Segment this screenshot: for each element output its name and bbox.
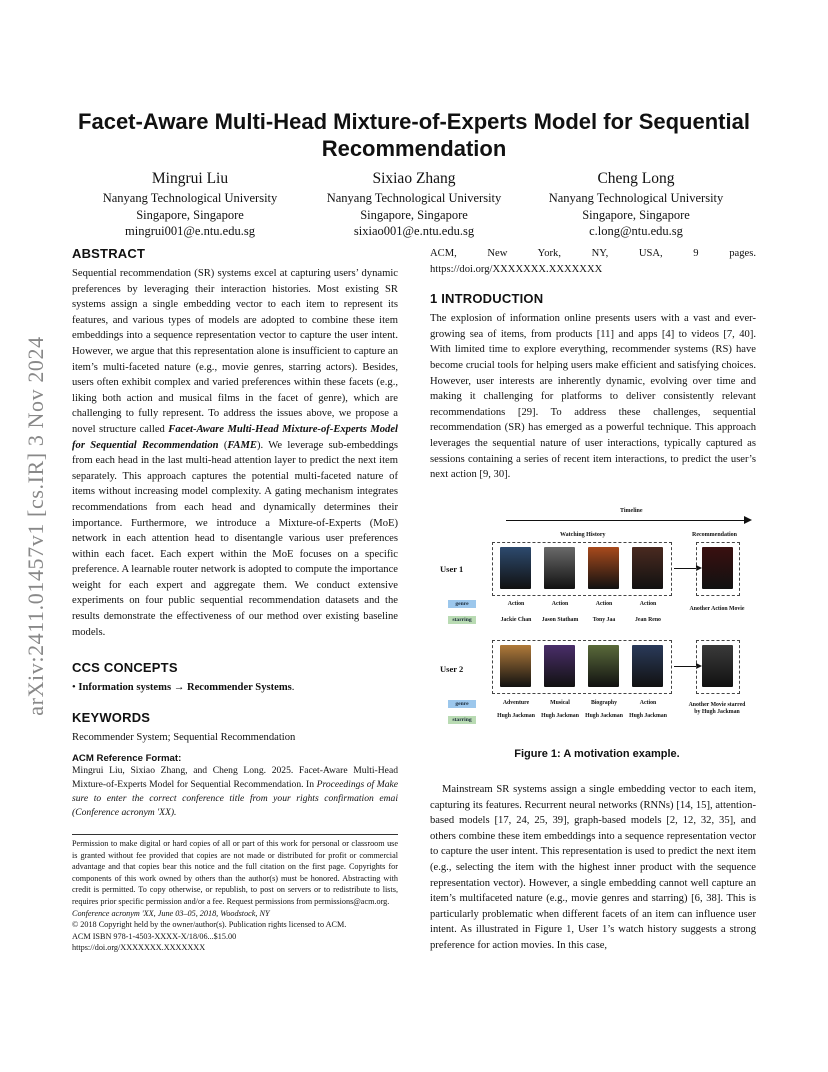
recommendation-label: Recommendation	[692, 532, 737, 538]
author-location: Singapore, Singapore	[582, 207, 690, 222]
keywords-heading: KEYWORDS	[72, 709, 151, 725]
ccs-period: .	[291, 682, 295, 693]
timeline-arrowhead	[744, 516, 752, 524]
user-2-star-2: Hugh Jackman	[541, 713, 579, 719]
right-column	[430, 246, 756, 483]
author-name: Mingrui Liu	[151, 170, 229, 187]
user-2-poster-4	[632, 645, 663, 687]
user-1-rec-poster	[702, 547, 733, 589]
paper-title: Facet-Aware Multi-Head Mixture-of-Experts Model for Sequential Recommendation	[78, 109, 750, 161]
arxiv-identifier-text: arXiv:2411.01457v1 [cs.IR] 3 Nov 2024	[23, 336, 48, 716]
user-2-poster-1	[500, 645, 531, 687]
user-1-poster-3	[588, 547, 619, 589]
isbn-line: ACM ISBN 978-1-4503-XXXX-X/18/06...$15.00	[72, 931, 237, 941]
keywords-text: Recommender System; Sequential Recommendation	[72, 731, 296, 743]
timeline-arrow	[506, 520, 746, 521]
ccs-heading: CCS CONCEPTS	[72, 660, 178, 675]
user-1-genre-3: Action	[595, 601, 613, 607]
user-2-rec-caption: Another Movie starred by Hugh Jackman	[688, 702, 746, 715]
author-affiliation: Nanyang Technological University	[102, 191, 278, 205]
author-email: c.long@ntu.edu.sg	[589, 224, 683, 238]
permission-block	[72, 838, 398, 954]
user-2-star-3: Hugh Jackman	[585, 713, 623, 719]
figure-1	[430, 506, 764, 738]
user-2-genre-4: Action	[639, 700, 657, 706]
left-column	[72, 246, 398, 820]
figure-caption: Figure 1: A motivation example.	[514, 748, 680, 760]
timeline-label: Timeline	[620, 508, 643, 514]
main-text: Mainstream SR systems assign a single embedding vector to each item, capturing its features. Recurrent neural networks (RNNs) [14, 15], attention-based models [17, 24, 25, 39], graph-based models [2, 12, 32, 35], and others combine these item embeddings into a sequence representation vector to capture the user intent. This representation is used to predict the next item (e.g., selecting the item with the highest inner product with the sequence representation vector). However, a single embedding cannot well capture an item’s multifaceted nature (e.g., movie genres and starring) [6, 38]. This is particularly problematic when different facets of an item can influence user intent. As illustrated in Figure 1, User 1’s watch history suggests a strong preference for action movies. In this case,	[430, 784, 756, 951]
author-name: Sixiao Zhang	[372, 170, 456, 187]
author-block	[70, 169, 760, 239]
acm-reference-proceedings: Proceedings of Make sure to enter the correct conference title from your rights confirmation emai (Conference acronym 'XX).	[72, 779, 399, 819]
author-location: Singapore, Singapore	[360, 207, 468, 222]
introduction-text: The explosion of information online presents users with a vast and ever-growing sea of items, from products [11] and apps [4] to videos [7, 40]. With limited time to explore everything, recommender systems (RS) have become crucial tools for helping users make efficient and satisfying choices. However, user interests are inherently dynamic, evolving over time and making it challenging for platforms to deliver consistently relevant recommendations [29]. To address these challenges, sequential recommendation (SR) has emerged as a powerful technique. This approach leverages the sequential nature of user interactions, typically captured as sessions containing a series of recent item interactions, to predict the user’s next action [9, 30].	[430, 313, 756, 481]
user-1-star-2: Jason Statham	[541, 617, 579, 623]
user-1-star-1: Jackie Chan	[500, 617, 532, 623]
ccs-bullet: •	[72, 682, 76, 693]
main-text-block	[430, 782, 756, 954]
user-2-label: User 2	[440, 664, 464, 674]
user-1-genre-tag: genre	[448, 600, 476, 608]
user-2-starring-tag: starring	[448, 716, 476, 724]
footnote-rule	[72, 834, 398, 835]
user-2-genre-tag: genre	[448, 700, 476, 708]
author-3	[516, 169, 756, 240]
user-2-rec-arrow	[674, 666, 696, 667]
author-name: Cheng Long	[597, 170, 675, 187]
conference-info: Conference acronym 'XX, June 03–05, 2018, Woodstock, NY	[72, 908, 270, 918]
user-2-genre-1: Adventure	[502, 700, 530, 706]
arxiv-identifier	[14, 296, 58, 756]
user-1-poster-2	[544, 547, 575, 589]
abstract-text-a: Sequential recommendation (SR) systems excel at capturing users’ dynamic preferences by leveraging their interaction histories. Most existing SR systems assign a single embedding vector to each item to represent its features, and various types of models are adopted to combine these item embeddings into a sequence representation vector to capture the user intent. However, we argue that this representation alone is insufficient to capture an item’s multi-faceted nature (e.g., movie genres, starring actors). Besides, users often exhibit complex and varied preferences within these facets (e.g., liking both action and musical films in the facet of genre), which are challenging to fully represent. To address the issues above, we propose a novel structure called	[72, 268, 398, 435]
author-affiliation: Nanyang Technological University	[326, 191, 502, 205]
acm-reference-heading: ACM Reference Format:	[72, 753, 182, 765]
user-2-poster-3	[588, 645, 619, 687]
copyright-line: © 2018 Copyright held by the owner/author(s). Publication rights licensed to ACM.	[72, 920, 347, 930]
author-email: sixiao001@e.ntu.edu.sg	[353, 224, 475, 238]
author-2	[294, 169, 534, 240]
user-1-genre-2: Action	[551, 601, 569, 607]
doi-line: https://doi.org/XXXXXXX.XXXXXXX	[72, 943, 206, 953]
acm-reference-text	[72, 764, 398, 820]
user-1-genre-1: Action	[507, 601, 525, 607]
author-location: Singapore, Singapore	[136, 207, 244, 222]
acm-reference-body: Mingrui Liu, Sixiao Zhang, and Cheng Long. 2025. Facet-Aware Multi-Head Mixture-of-Experts Model for Sequential Recommendation. In	[72, 765, 398, 791]
user-2-genre-2: Musical	[550, 700, 570, 706]
user-1-label: User 1	[440, 564, 464, 574]
ccs-concepts	[72, 680, 398, 696]
abstract-text	[72, 266, 398, 646]
user-2-rec-poster	[702, 645, 733, 687]
author-1	[70, 169, 310, 240]
user-1-genre-4: Action	[639, 601, 657, 607]
introduction-heading: 1 INTRODUCTION	[430, 291, 544, 307]
user-2-star-1: Hugh Jackman	[497, 713, 535, 719]
user-1-poster-4	[632, 547, 663, 589]
author-email: mingrui001@e.ntu.edu.sg	[125, 224, 255, 238]
abstract-model-name: Facet-Aware Multi-Head Mixture-of-Experts Model for Sequential Recommendation	[72, 423, 398, 451]
abstract-text-b: (	[218, 439, 228, 451]
watching-history-label: Watching History	[560, 532, 606, 538]
acm-reference-continued: ACM, New York, NY, USA, 9 pages. https://doi.org/XXXXXXX.XXXXXXX	[430, 248, 756, 275]
user-2-genre-3: Biography	[590, 700, 618, 706]
user-1-poster-1	[500, 547, 531, 589]
permission-notice: Permission to make digital or hard copies of all or part of this work for personal or classroom use is granted without fee provided that copies are not made or distributed for profit or commercial advantage and that copies bear this notice and the full citation on the first page. Copyrights for components of this work owned by others than the author(s) must be honored. Abstracting with credit is permitted. To copy otherwise, or republish, to post on servers or to redistribute to lists, requires prior specific permission and/or a fee. Request permissions from permissions@acm.org.	[72, 839, 398, 906]
user-1-rec-caption: Another Action Movie	[689, 606, 745, 612]
abstract-acronym: FAME	[227, 439, 257, 451]
abstract-heading: ABSTRACT	[72, 246, 146, 261]
user-1-star-4: Jean Reno	[635, 617, 661, 623]
user-2-poster-2	[544, 645, 575, 687]
user-1-rec-arrow	[674, 568, 696, 569]
ccs-concept: Information systems → Recommender Systems	[78, 682, 292, 693]
user-1-star-3: Tony Jaa	[592, 617, 616, 623]
author-affiliation: Nanyang Technological University	[548, 191, 724, 205]
user-1-starring-tag: starring	[448, 616, 476, 624]
abstract-text-c: ). We leverage sub-embeddings from each head in the last multi-head attention layer to predict the next item separately. This approach captures the potential multi-faceted nature of items without increasing model complexity. A gating mechanism integrates recommendations from each head and dynamically determines their importance. Furthermore, we introduce a Mixture-of-Experts (MoE) network in each attention head to disentangle various user preferences within each facet. Each expert within the MoE focuses on a specific preference. A learnable router network is adopted to compute the importance weight for each expert and aggregate them. We conduct extensive experiments on four public sequential recommendation datasets and the results demonstrate the effectiveness of our method over existing baseline models.	[72, 439, 398, 638]
user-2-star-4: Hugh Jackman	[629, 713, 667, 719]
